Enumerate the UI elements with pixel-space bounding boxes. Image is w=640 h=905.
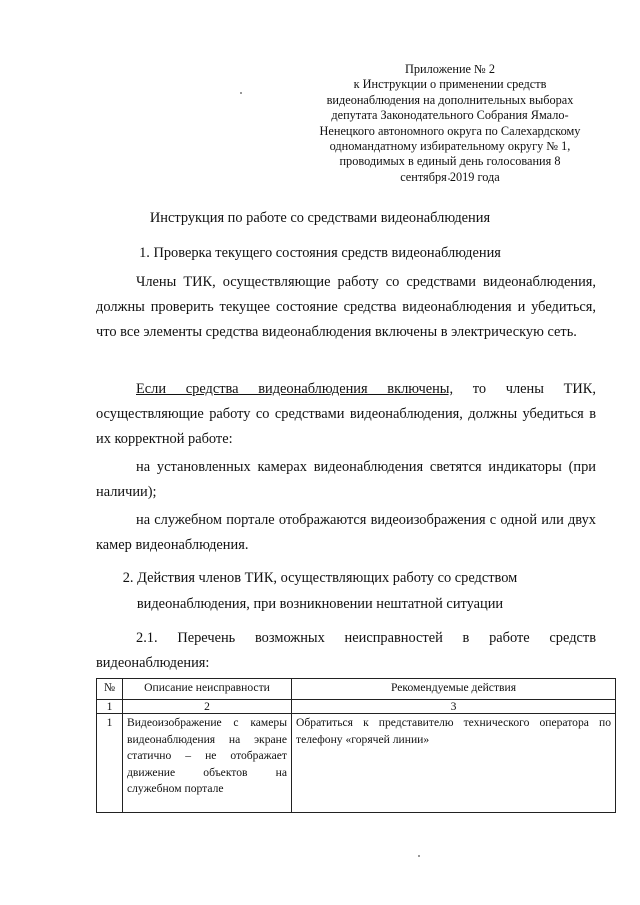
malfunction-description: Видеоизображение с камеры видеонаблюдения на экране статично – не отображает движение объектов на служебном портале: [123, 714, 292, 813]
appendix-line: депутата Законодательного Собрания Ямало-: [331, 108, 569, 123]
document-title: Инструкция по работе со средствами видеонаблюдения: [149, 210, 491, 226]
section-1-paragraph-2-text: то члены ТИК, осуществляющие работу со средствами видеонаблюдения, должны убедиться в их корректной работе:: [96, 381, 596, 447]
appendix-line: видеонаблюдения на дополнительных выборах: [326, 92, 574, 107]
section-2-subheading: [96, 626, 596, 676]
column-number-2: 2: [123, 700, 292, 714]
section-1-paragraph-4-text: на служебном портале отображаются видеоизображения с одной или двух камер видеонаблюдения.: [96, 512, 596, 553]
row-number: 1: [97, 714, 123, 813]
section-1-paragraph-1-text: Члены ТИК, осуществляющие работу со средствами видеонаблюдения, должны проверить текущее состояние средства видеонаблюдения и убедиться, что все элементы средства видеонаблюдения включены в электрическую сеть.: [96, 274, 596, 340]
table-row: [97, 714, 616, 813]
scan-speck: [240, 92, 242, 94]
table-column-numbers-row: [97, 700, 616, 714]
appendix-line: одномандатному избирательному округу № 1,: [329, 139, 571, 154]
scan-speck: [418, 855, 420, 857]
appendix-header: [300, 62, 600, 185]
section-1-paragraph-2: [96, 377, 596, 452]
section-2-subheading-text: 2.1. Перечень возможных неисправностей в работе средств видеонаблюдения:: [96, 630, 596, 671]
table-header-description: Описание неисправности: [123, 679, 292, 700]
section-2-heading-line-1: 2. Действия членов ТИК, осуществляющих работу со средством: [122, 570, 518, 586]
column-number-1: 1: [97, 700, 123, 714]
section-1-heading: 1. Проверка текущего состояния средств видеонаблюдения: [139, 245, 501, 261]
appendix-line: Ненецкого автономного округа по Салехардскому: [319, 123, 581, 138]
malfunctions-table: [96, 678, 616, 813]
table-header-number: №: [97, 679, 123, 700]
appendix-line: проводимых в единый день голосования 8: [339, 154, 561, 169]
table-header-actions: Рекомендуемые действия: [292, 679, 616, 700]
table-header-row: [97, 679, 616, 700]
section-1-paragraph-4: [96, 508, 596, 558]
section-1-paragraph-3: [96, 455, 596, 505]
appendix-line: к Инструкции о применении средств: [353, 77, 547, 92]
appendix-line: сентября 2019 года: [400, 169, 500, 184]
section-1-paragraph-3-text: на установленных камерах видеонаблюдения светятся индикаторы (при наличии);: [96, 459, 596, 500]
column-number-3: 3: [292, 700, 616, 714]
section-1-paragraph-1: [96, 270, 596, 345]
underlined-condition: Если средства видеонаблюдения включены,: [136, 381, 454, 397]
section-2-heading-line-2: видеонаблюдения, при возникновении нештатной ситуации: [136, 596, 504, 612]
appendix-line: Приложение № 2: [404, 62, 496, 76]
recommended-action: Обратиться к представителю технического оператора по телефону «горячей линии»: [292, 714, 616, 813]
